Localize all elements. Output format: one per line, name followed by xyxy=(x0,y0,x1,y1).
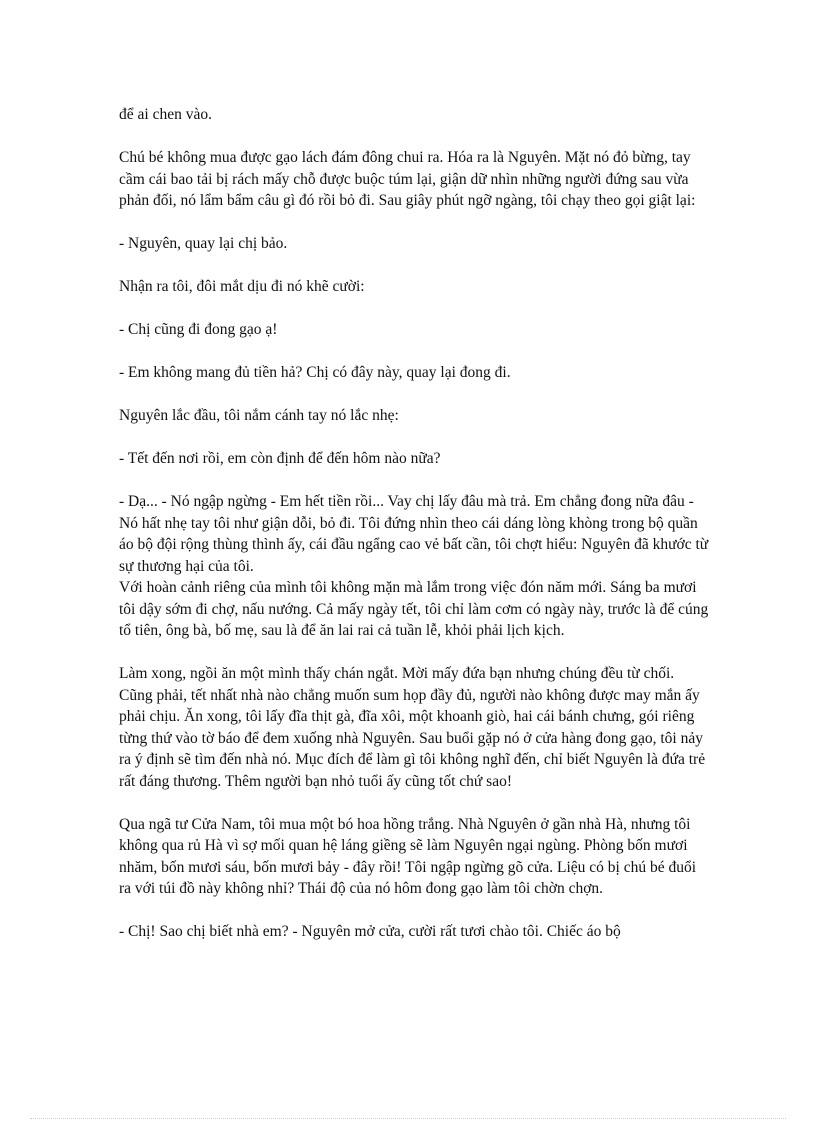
paragraph-recognition: Nhận ra tôi, đôi mắt dịu đi nó khẽ cười: xyxy=(119,278,365,295)
paragraph-cooking: Làm xong, ngồi ăn một mình thấy chán ngắt. Mời mấy đứa bạn nhưng chúng đều từ chối. Cũng phải, tết nhất nhà nào chẳng muốn sum họp đầy đủ, người nào không được may mắn ấy phải chịu. Ăn xong, tôi lấy đĩa thịt gà, đĩa xôi, một khoanh giò, hai cái bánh chưng, gói riêng từng thứ vào tờ báo để đem xuống nhà Nguyên. Sau buổi gặp nó ở cửa hàng đong gạo, tôi nảy ra ý định sẽ tìm đến nhà nó. Mục đích để làm gì tôi không nghĩ đến, chỉ biết Nguyên là đứa trẻ rất đáng thương. Thêm người bạn nhỏ tuổi ấy cũng tốt chứ sao! xyxy=(119,665,706,790)
paragraph-visit: Qua ngã tư Cửa Nam, tôi mua một bó hoa hồng trắng. Nhà Nguyên ở gần nhà Hà, nhưng tôi không qua rủ Hà vì sợ mối quan hệ láng giềng sẽ làm Nguyên ngại ngùng. Phòng bốn mươi nhăm, bốn mươi sáu, bốn mươi bảy - đây rồi! Tôi ngập ngừng gõ cửa. Liệu có bị chú bé đuổi ra với túi đồ này không nhỉ? Thái độ của nó hôm đong gạo làm tôi chờn chợn. xyxy=(119,815,697,897)
body-text xyxy=(119,104,709,943)
dialogue-call-back: - Nguyên, quay lại chị bảo. xyxy=(119,235,288,252)
paragraph-head-shake: Nguyên lắc đầu, tôi nắm cánh tay nó lắc nhẹ: xyxy=(119,407,399,424)
dialogue-door-open: - Chị! Sao chị biết nhà em? - Nguyên mở cửa, cười rất tươi chào tôi. Chiếc áo bộ xyxy=(119,923,621,940)
dialogue-offer-money: - Em không mang đủ tiền hả? Chị có đây này, quay lại đong đi. xyxy=(119,364,511,381)
paragraph-nguyen-appears: Chú bé không mua được gạo lách đám đông chui ra. Hóa ra là Nguyên. Mặt nó đỏ bừng, tay cầm cái bao tải bị rách mấy chỗ được buộc túm lại, giận dữ nhìn những người đứng sau vừa phản đối, nó lẩm bẩm câu gì đó rồi bỏ đi. Sau giây phút ngỡ ngàng, tôi chạy theo gọi giật lại: xyxy=(119,149,696,209)
page-bottom-border xyxy=(30,1118,786,1119)
dialogue-refusal: - Dạ... - Nó ngập ngừng - Em hết tiền rồi... Vay chị lấy đâu mà trả. Em chẳng đong nữa đâu - Nó hất nhẹ tay tôi như giận dỗi, bỏ đi. Tôi đứng nhìn theo cái dáng lòng khòng trong bộ quần áo bộ đội rộng thùng thình ấy, cái đầu ngẩng cao vẻ bất cần, tôi chợt hiểu: Nguyên đã khước từ sự thương hại của tôi. xyxy=(119,493,709,575)
dialogue-tet-question: - Tết đến nơi rồi, em còn định để đến hôm nào nữa? xyxy=(119,450,441,467)
paragraph-continuation: để ai chen vào. xyxy=(119,106,212,123)
dialogue-greeting: - Chị cũng đi đong gạo ạ! xyxy=(119,321,278,338)
paragraph-new-year: Với hoàn cảnh riêng của mình tôi không mặn mà lắm trong việc đón năm mới. Sáng ba mươi tôi dậy sớm đi chợ, nấu nướng. Cả mấy ngày tết, tôi chỉ làm cơm có ngày này, trước là để cúng tổ tiên, ông bà, bố mẹ, sau là để ăn lai rai cả tuần lễ, khỏi phải lịch kịch. xyxy=(119,579,709,639)
